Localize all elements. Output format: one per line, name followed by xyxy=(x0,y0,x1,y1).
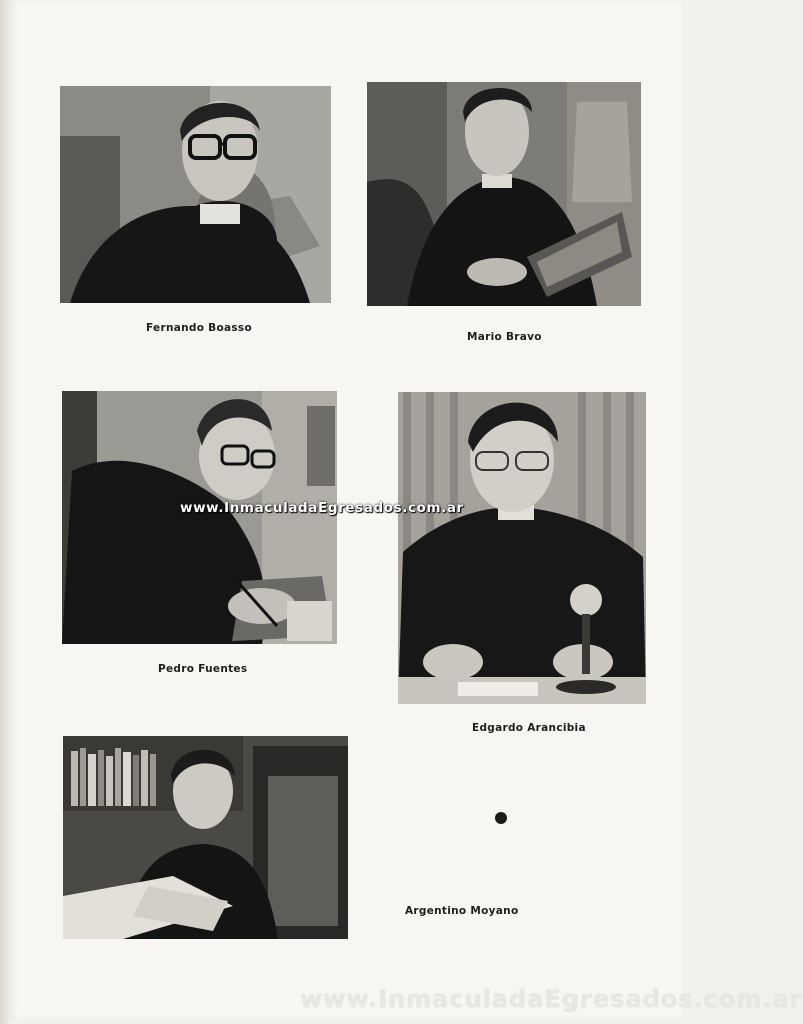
caption-argentino-moyano: Argentino Moyano xyxy=(405,905,519,917)
bottom-watermark: www.InmaculadaEgresados.com.ar xyxy=(300,985,803,1013)
photo-argentino-moyano xyxy=(63,736,348,939)
photo-mario-bravo xyxy=(367,82,641,306)
decorative-dot xyxy=(495,812,507,824)
photo-fernando-boasso xyxy=(60,86,331,303)
photo-pedro-fuentes xyxy=(62,391,337,644)
site-watermark: www.InmaculadaEgresados.com.ar xyxy=(180,500,464,516)
caption-mario-bravo: Mario Bravo xyxy=(467,331,542,343)
caption-pedro-fuentes: Pedro Fuentes xyxy=(158,663,248,675)
photo-edgardo-arancibia xyxy=(398,392,646,704)
caption-fernando-boasso: Fernando Boasso xyxy=(146,322,252,334)
page-spine xyxy=(0,0,10,1024)
caption-edgardo-arancibia: Edgardo Arancibia xyxy=(472,722,586,734)
